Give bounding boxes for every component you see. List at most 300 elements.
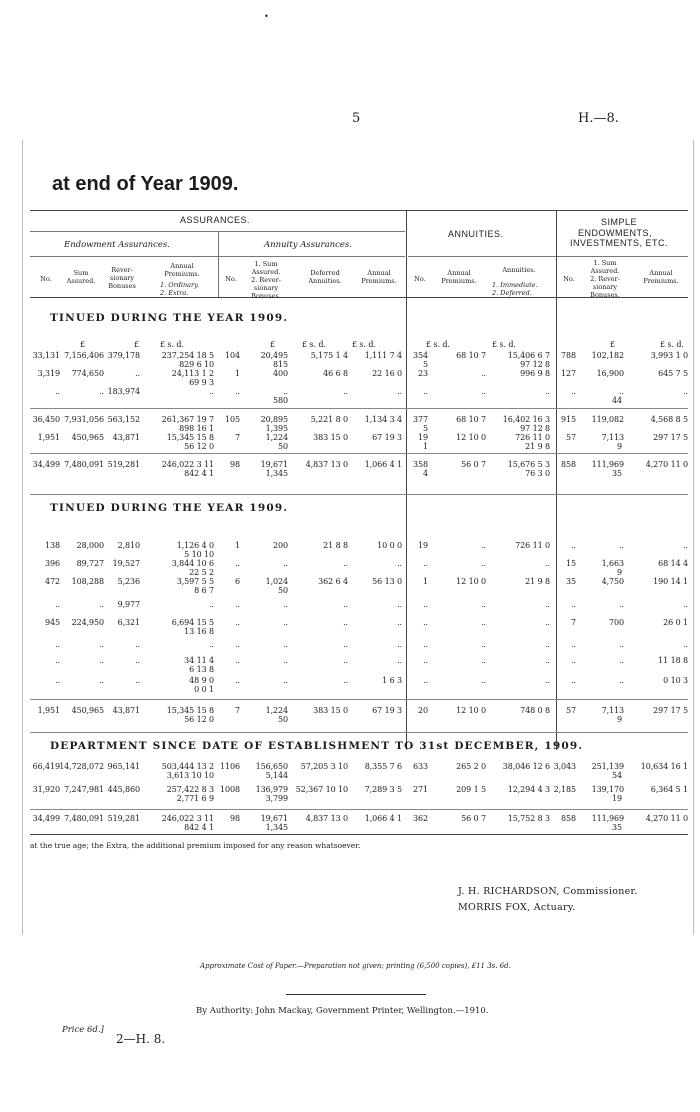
table-cell-sub: 0 0 1	[194, 685, 214, 694]
table-cell: ..	[343, 618, 348, 627]
table-cell: ..	[209, 600, 214, 609]
table-cell: 7,480,091	[64, 460, 104, 469]
table-cell: ..	[423, 676, 428, 685]
table-cell: ..	[423, 387, 428, 396]
table-cell-sub: 69 9 3	[189, 378, 214, 387]
table-cell-sub: 898 16 1	[179, 424, 214, 433]
table-cell: ..	[55, 600, 60, 609]
table-cell: 354	[413, 351, 428, 360]
table-cell: 3,597 5 5	[176, 577, 214, 586]
table-cell: ..	[423, 656, 428, 665]
bottom-reference: 2—H. 8.	[116, 1032, 166, 1046]
table-cell: 35	[566, 577, 576, 586]
table-cell: 12,294 4 3	[507, 785, 550, 794]
table-cell: 136,979	[255, 785, 288, 794]
table-cell-sub: 97 12 8	[520, 360, 550, 369]
unit-label: £ s. d.	[352, 340, 376, 349]
unit-label: £	[80, 340, 85, 349]
table-cell: 996 9 8	[520, 369, 550, 378]
table-cell: 265 2 0	[456, 762, 486, 771]
table-cell: 472	[45, 577, 60, 586]
table-cell: 16,900	[596, 369, 624, 378]
table-cell: 1,224	[265, 433, 288, 442]
table-cell: ..	[235, 559, 240, 568]
table-cell: 2,185	[553, 785, 576, 794]
table-cell: 563,152	[107, 415, 140, 424]
table-cell: 36,450	[32, 415, 60, 424]
table-cell: 246,022 3 11	[161, 460, 214, 469]
table-cell-sub: 50	[278, 715, 288, 724]
table-cell: 23	[418, 369, 428, 378]
table-cell: 104	[225, 351, 240, 360]
page-number: 5	[352, 111, 361, 126]
table-cell: ..	[235, 640, 240, 649]
table-cell-sub: 56 12 0	[184, 715, 214, 724]
unit-label: £ s. d.	[302, 340, 326, 349]
table-cell: 1,111 7 4	[364, 351, 402, 360]
table-cell: ..	[423, 618, 428, 627]
table-cell: 12 10 0	[456, 433, 486, 442]
col-premium-note-1: 1. Ordinary.	[160, 281, 199, 289]
table-cell: 127	[561, 369, 576, 378]
table-cell: 915	[561, 415, 576, 424]
table-cell: 24,113 1 2	[171, 369, 214, 378]
table-cell: 156,650	[255, 762, 288, 771]
table-cell: ..	[481, 387, 486, 396]
divider-annuities	[406, 210, 407, 750]
table-cell: 1	[235, 369, 240, 378]
table-cell: 945	[45, 618, 60, 627]
table-cell: 34,499	[32, 814, 60, 823]
table-cell: ..	[343, 387, 348, 396]
section3-rule	[30, 732, 688, 733]
signature-commissioner: J. H. RICHARDSON, Commissioner.	[458, 886, 638, 897]
table-cell: 519,281	[107, 814, 140, 823]
unit-label: £	[134, 340, 139, 349]
table-cell: 28,000	[76, 541, 104, 550]
table-cell: 246,022 3 11	[161, 814, 214, 823]
table-cell: 633	[413, 762, 428, 771]
table-cell: 43,871	[112, 706, 140, 715]
table-cell: 34,499	[32, 460, 60, 469]
table-cell-sub: 22 5 2	[189, 568, 214, 577]
table-cell: 48 9 0	[189, 676, 214, 685]
page-mark: •	[264, 12, 269, 21]
col-se-sum: 1. Sum Assured.	[590, 259, 620, 275]
table-cell: 1,024	[265, 577, 288, 586]
col-se-no: No.	[563, 275, 575, 283]
table-cell: 22 16 0	[372, 369, 402, 378]
table-cell: 15,752 8 3	[507, 814, 550, 823]
header-annuities: ANNUITIES.	[448, 229, 504, 239]
table-cell: 15,676 5 3	[507, 460, 550, 469]
table-cell: 11 18 8	[658, 656, 688, 665]
table-cell: ..	[135, 369, 140, 378]
table-cell: 68 10 7	[456, 351, 486, 360]
col-aa-sum-2: 2. Rever- sionary Bonuses.	[251, 276, 281, 300]
table-cell: 1,126 4 0	[176, 541, 214, 550]
table-cell: 102,182	[591, 351, 624, 360]
table-cell: 57	[566, 706, 576, 715]
table-cell: 1106	[220, 762, 240, 771]
table-cell: 858	[561, 460, 576, 469]
col-premium-note-2: 2. Extra.	[160, 289, 189, 297]
section3-heading: DEPARTMENT SINCE DATE OF ESTABLISHMENT TO 31st DECEMBER, 1909.	[50, 740, 584, 752]
table-cell: 5,236	[117, 577, 140, 586]
table-cell: ..	[55, 387, 60, 396]
table-cell: ..	[571, 640, 576, 649]
table-cell: 858	[561, 814, 576, 823]
table-cell: 19,527	[112, 559, 140, 568]
col-aa-sum: 1. Sum Assured.	[251, 260, 281, 276]
divider-simple	[556, 210, 557, 750]
table-cell: 6,694 15 5	[171, 618, 214, 627]
table-cell-sub: 1,395	[265, 424, 288, 433]
table-cell: 7	[235, 433, 240, 442]
table-cell: 3,844 10 6	[171, 559, 214, 568]
table-cell: 297 17 5	[653, 433, 688, 442]
col-se-premiums: Annual Premiums.	[643, 269, 679, 285]
table-cell: ..	[99, 387, 104, 396]
table-cell: ..	[283, 387, 288, 396]
table-cell-sub: 842 4 1	[184, 823, 214, 832]
table-cell: 700	[609, 618, 624, 627]
table-cell: 14,728,072	[59, 762, 104, 771]
table-cell-sub: 21 9 8	[525, 442, 550, 451]
table-cell: ..	[343, 600, 348, 609]
table-cell: ..	[283, 676, 288, 685]
divider-annuity-assurances	[218, 231, 219, 297]
table-cell: 965,141	[107, 762, 140, 771]
table-cell: ..	[397, 387, 402, 396]
table-cell: 56 0 7	[461, 460, 486, 469]
total-rule	[30, 699, 688, 700]
table-cell: 15,345 15 8	[166, 706, 214, 715]
table-cell: 7,480,091	[64, 814, 104, 823]
table-cell: 251,139	[591, 762, 624, 771]
table-cell: 1,663	[601, 559, 624, 568]
table-cell: ..	[135, 640, 140, 649]
table-cell: 362 6 4	[318, 577, 348, 586]
table-cell-sub: 9	[617, 568, 622, 577]
table-cell: 445,860	[107, 785, 140, 794]
table-cell: ..	[619, 387, 624, 396]
table-cell: 519,281	[107, 460, 140, 469]
table-cell: 21 8 8	[323, 541, 348, 550]
table-cell: 1	[235, 541, 240, 550]
table-cell: 67 19 3	[372, 706, 402, 715]
col-reversionary-bonuses: Rever- sionary Bonuses	[108, 266, 136, 290]
table-cell: ..	[235, 618, 240, 627]
unit-label: £ s. d.	[160, 340, 184, 349]
annuity-rule	[408, 256, 688, 257]
table-cell: 10 0 0	[377, 541, 402, 550]
table-cell: 46 6 8	[323, 369, 348, 378]
total-rule	[30, 809, 688, 810]
unit-label: £	[610, 340, 615, 349]
table-cell: 19	[418, 541, 428, 550]
table-cell: 237,254 18 5	[161, 351, 214, 360]
table-cell: 19	[418, 433, 428, 442]
table-cell: 111,969	[591, 814, 624, 823]
table-cell: ..	[545, 640, 550, 649]
table-cell: 66,419	[32, 762, 60, 771]
table-cell: 257,422 8 3	[166, 785, 214, 794]
table-cell-sub: 35	[612, 469, 622, 478]
table-cell: 15,406 6 7	[507, 351, 550, 360]
table-cell: 271	[413, 785, 428, 794]
table-cell: ..	[423, 559, 428, 568]
table-cell: ..	[619, 676, 624, 685]
table-cell: ..	[481, 559, 486, 568]
table-cell: ..	[397, 618, 402, 627]
col-no: No.	[40, 275, 52, 283]
table-cell: 56 13 0	[372, 577, 402, 586]
table-bottom-rule	[30, 834, 688, 835]
table-cell: ..	[619, 600, 624, 609]
table-cell: ..	[55, 656, 60, 665]
table-cell: ..	[545, 656, 550, 665]
table-cell: ..	[619, 541, 624, 550]
table-cell: ..	[209, 640, 214, 649]
table-cell: 7	[235, 706, 240, 715]
table-cell: 33,131	[32, 351, 60, 360]
col-an-no: No.	[414, 275, 426, 283]
table-cell: 6,364 5 1	[650, 785, 688, 794]
table-cell: 645 7 5	[658, 369, 688, 378]
total-rule	[30, 453, 688, 454]
table-cell: ..	[571, 600, 576, 609]
table-cell: 26 0 1	[663, 618, 688, 627]
table-cell: ..	[481, 541, 486, 550]
table-cell: ..	[683, 387, 688, 396]
table-cell: ..	[481, 676, 486, 685]
table-cell-sub: 97 12 8	[520, 424, 550, 433]
table-cell: ..	[343, 676, 348, 685]
table-cell: 1,951	[37, 706, 60, 715]
table-cell-sub: 76 3 0	[525, 469, 550, 478]
table-cell: ..	[343, 640, 348, 649]
table-cell: 9,977	[117, 600, 140, 609]
table-cell: ..	[99, 600, 104, 609]
table-cell: 6	[235, 577, 240, 586]
table-cell-sub: 1,345	[265, 469, 288, 478]
total-rule	[30, 408, 688, 409]
price: Price 6d.]	[62, 1025, 104, 1035]
table-cell: 98	[230, 814, 240, 823]
table-cell: 788	[561, 351, 576, 360]
table-cell: 297 17 5	[653, 706, 688, 715]
table-cell: ..	[283, 600, 288, 609]
table-cell: 1,066 4 1	[364, 460, 402, 469]
header-top-rule	[30, 210, 688, 211]
table-cell-sub: 56 12 0	[184, 442, 214, 451]
table-cell: 1,224	[265, 706, 288, 715]
table-cell: ..	[545, 676, 550, 685]
table-cell: 15	[566, 559, 576, 568]
table-cell-sub: 8 6 7	[194, 586, 214, 595]
authority-note: By Authority: John Mackay, Government Printer, Wellington.—1910.	[196, 1006, 489, 1016]
table-cell: 261,367 19 7	[161, 415, 214, 424]
table-cell: 7,289 3 5	[364, 785, 402, 794]
table-cell: ..	[283, 640, 288, 649]
table-cell: 16,402 16 3	[502, 415, 550, 424]
table-cell: ..	[235, 656, 240, 665]
table-cell: 20,895	[260, 415, 288, 424]
header-simple-3: INVESTMENTS, ETC.	[570, 238, 669, 248]
col-se-sum-2: 2. Rever- sionary Bonuses.	[590, 275, 620, 299]
table-cell: 4,837 13 0	[305, 814, 348, 823]
table-cell-sub: 4	[423, 469, 428, 478]
table-cell: 4,270 11 0	[645, 814, 688, 823]
table-cell-sub: 5	[423, 424, 428, 433]
table-cell: 68 14 4	[658, 559, 688, 568]
table-cell: ..	[423, 640, 428, 649]
cost-note: Approximate Cost of Paper.—Preparation not given; printing (6,500 copies), £11 3s. 6d.	[200, 962, 511, 970]
table-cell: ..	[481, 600, 486, 609]
table-cell: 7,247,981	[64, 785, 104, 794]
table-cell-sub: 44	[612, 396, 622, 405]
table-cell: 4,568 8 5	[650, 415, 688, 424]
table-cell: 383 15 0	[313, 433, 348, 442]
table-cell: ..	[397, 559, 402, 568]
table-cell: ..	[99, 676, 104, 685]
table-cell: ..	[481, 656, 486, 665]
table-cell: ..	[135, 656, 140, 665]
header-endowment: Endowment Assurances.	[64, 240, 170, 250]
table-cell: 3,319	[37, 369, 60, 378]
table-cell: 15,345 15 8	[166, 433, 214, 442]
table-cell: 12 10 0	[456, 706, 486, 715]
header-assurances: ASSURANCES.	[180, 215, 251, 225]
table-cell: 1 6 3	[382, 676, 402, 685]
table-cell: 1,066 4 1	[364, 814, 402, 823]
table-cell: ..	[545, 600, 550, 609]
table-cell: 7	[571, 618, 576, 627]
table-cell: 4,750	[601, 577, 624, 586]
table-cell-sub: 9	[617, 442, 622, 451]
table-cell: 1,951	[37, 433, 60, 442]
page-reference: H.—8.	[578, 111, 619, 126]
table-cell: 358	[413, 460, 428, 469]
col-an-note-1: 1. Immediate.	[492, 281, 538, 289]
table-cell: ..	[99, 640, 104, 649]
unit-label: £	[270, 340, 275, 349]
table-cell: 748 0 8	[520, 706, 550, 715]
table-cell: 98	[230, 460, 240, 469]
table-cell: ..	[481, 618, 486, 627]
table-cell: 105	[225, 415, 240, 424]
table-cell-sub: 54	[612, 771, 622, 780]
table-cell: 1008	[220, 785, 240, 794]
table-cell: 450,965	[71, 706, 104, 715]
table-cell: 726 11 0	[515, 433, 550, 442]
table-cell: 396	[45, 559, 60, 568]
table-cell-sub: 2,771 6 9	[176, 794, 214, 803]
table-cell: ..	[283, 656, 288, 665]
col-aa-no: No.	[225, 275, 237, 283]
table-cell-sub: 5,144	[265, 771, 288, 780]
table-cell: 400	[273, 369, 288, 378]
table-cell: 3,993 1 0	[650, 351, 688, 360]
table-cell-sub: 5 10 10	[184, 550, 214, 559]
table-cell: ..	[571, 387, 576, 396]
table-cell: ..	[545, 618, 550, 627]
col-an-note-2: 2. Deferred.	[492, 289, 532, 297]
table-cell: 68 10 7	[456, 415, 486, 424]
table-cell: ..	[235, 387, 240, 396]
table-cell: ..	[683, 640, 688, 649]
table-cell: 10,634 16 1	[640, 762, 688, 771]
header-simple-2: ENDOWMENTS,	[578, 228, 652, 238]
table-cell: 6,321	[117, 618, 140, 627]
table-cell: ..	[55, 676, 60, 685]
table-cell: ..	[683, 600, 688, 609]
table-cell: 57	[566, 433, 576, 442]
table-cell: 726 11 0	[515, 541, 550, 550]
unit-label: £ s. d.	[492, 340, 516, 349]
table-cell-sub: 829 6 10	[179, 360, 214, 369]
table-cell: 119,082	[591, 415, 624, 424]
table-cell: 19,671	[260, 814, 288, 823]
col-annuities: Annuities.	[502, 266, 536, 274]
table-cell: 4,270 11 0	[645, 460, 688, 469]
col-annual-premiums: Annual Premiums.	[164, 262, 200, 278]
table-cell: 5,221 8 0	[310, 415, 348, 424]
table-cell: 7,113	[601, 706, 624, 715]
col-deferred: Deferred Annuities.	[308, 269, 342, 285]
table-cell-sub: 3,613 10 10	[166, 771, 214, 780]
table-cell: 4,837 13 0	[305, 460, 348, 469]
table-cell: 1,134 3 4	[364, 415, 402, 424]
table-cell: 108,288	[71, 577, 104, 586]
table-cell: 377	[413, 415, 428, 424]
table-cell: 20,495	[260, 351, 288, 360]
table-cell: 503,444 13 2	[161, 762, 214, 771]
table-cell-sub: 13 16 8	[184, 627, 214, 636]
table-cell: ..	[481, 369, 486, 378]
table-cell: 224,950	[71, 618, 104, 627]
table-cell: 31,920	[32, 785, 60, 794]
table-cell-sub: 1,345	[265, 823, 288, 832]
table-cell-sub: 35	[612, 823, 622, 832]
table-cell: 379,178	[107, 351, 140, 360]
section1-heading: TINUED DURING THE YEAR 1909.	[50, 312, 289, 324]
table-cell: 7,156,406	[64, 351, 104, 360]
table-cell: ..	[343, 559, 348, 568]
table-cell-sub: 842 4 1	[184, 469, 214, 478]
col-sum-assured: Sum Assured.	[66, 269, 96, 285]
table-cell: 138	[45, 541, 60, 550]
table-cell-sub: 19	[612, 794, 622, 803]
table-cell: 209 1 5	[456, 785, 486, 794]
signature-actuary: MORRIS FOX, Actuary.	[458, 902, 576, 913]
table-cell: 52,367 10 10	[295, 785, 348, 794]
col-an-premiums: Annual Premiums.	[441, 269, 477, 285]
table-cell: 20	[418, 706, 428, 715]
table-cell: 383 15 0	[313, 706, 348, 715]
section2-heading: TINUED DURING THE YEAR 1909.	[50, 502, 289, 514]
table-cell: 774,650	[71, 369, 104, 378]
page-title: at end of Year 1909.	[52, 173, 239, 195]
table-cell-sub: 50	[278, 586, 288, 595]
table-cell: 12 10 0	[456, 577, 486, 586]
table-cell: ..	[481, 640, 486, 649]
table-cell: 2,810	[117, 541, 140, 550]
header-simple-1: SIMPLE	[601, 217, 638, 227]
table-cell-sub: 1	[423, 442, 428, 451]
table-cell: 21 9 8	[525, 577, 550, 586]
